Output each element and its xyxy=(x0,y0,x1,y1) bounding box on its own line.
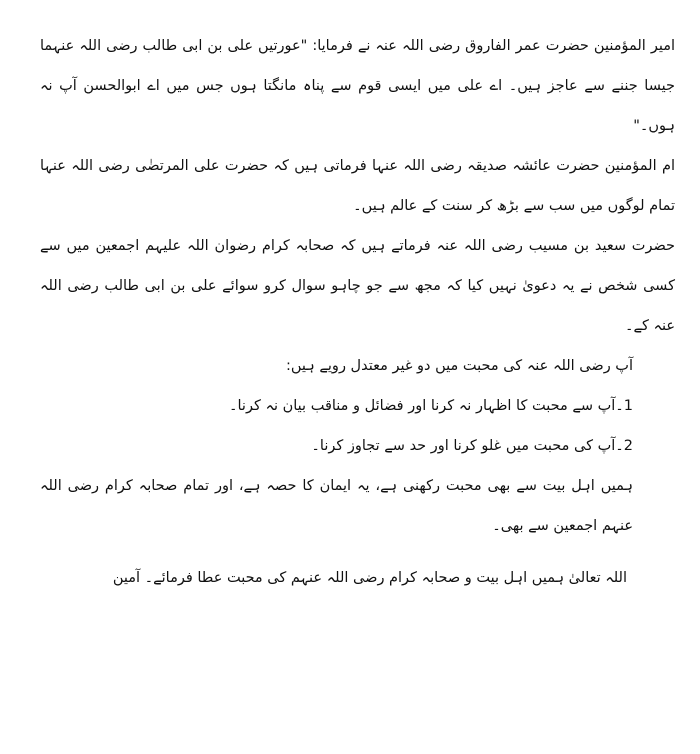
list-item-second-attitude: 2۔آپ کی محبت میں غلو کرنا اور حد سے تجاوز کرنا۔ xyxy=(311,438,633,454)
paragraph-two-attitudes-heading: آپ رضی اللہ عنہ کی محبت میں دو غیر معتدل رویے ہیں: xyxy=(286,358,633,374)
spacer xyxy=(40,546,675,558)
paragraph-love-ahl-bayt: ہمیں اہل بیت سے بھی محبت رکھنی ہے، یہ ایمان کا حصہ ہے، اور تمام صحابہ کرام رضی اللہ عنہم اجمعین سے بھی۔ xyxy=(40,478,633,534)
document-body xyxy=(40,26,675,598)
paragraph-aisha-quote: ام المؤمنین حضرت عائشہ صدیقہ رضی اللہ عنہا فرماتی ہیں کہ حضرت علی المرتضٰی رضی اللہ عنہا تمام لوگوں میں سب سے بڑھ کر سنت کے عالم ہیں۔ xyxy=(40,158,675,214)
paragraph-umar-quote: امیر المؤمنین حضرت عمر الفاروق رضی اللہ عنہ نے فرمایا: "عورتیں علی بن ابی طالب رضی اللہ عنہما جیسا جننے سے عاجز ہیں۔ اے علی میں ایسی قوم سے پناہ مانگتا ہوں جس میں اے ابوالحسن آپ نہ ہوں۔" xyxy=(40,38,675,134)
paragraph-closing-prayer: اللہ تعالیٰ ہمیں اہل بیت و صحابہ کرام رضی اللہ عنہم کی محبت عطا فرمائے۔ آمین xyxy=(112,570,627,586)
list-item-first-attitude: 1۔آپ سے محبت کا اظہار نہ کرنا اور فضائل و مناقب بیان نہ کرنا۔ xyxy=(229,398,633,414)
paragraph-saeed-quote: حضرت سعید بن مسیب رضی اللہ عنہ فرماتے ہیں کہ صحابہ کرام رضوان اللہ علیہم اجمعین میں سے کسی شخص نے یہ دعویٰ نہیں کیا کہ مجھ سے جو چاہو سوال کرو سوائے علی بن ابی طالب رضی اللہ عنہ کے۔ xyxy=(40,238,675,334)
